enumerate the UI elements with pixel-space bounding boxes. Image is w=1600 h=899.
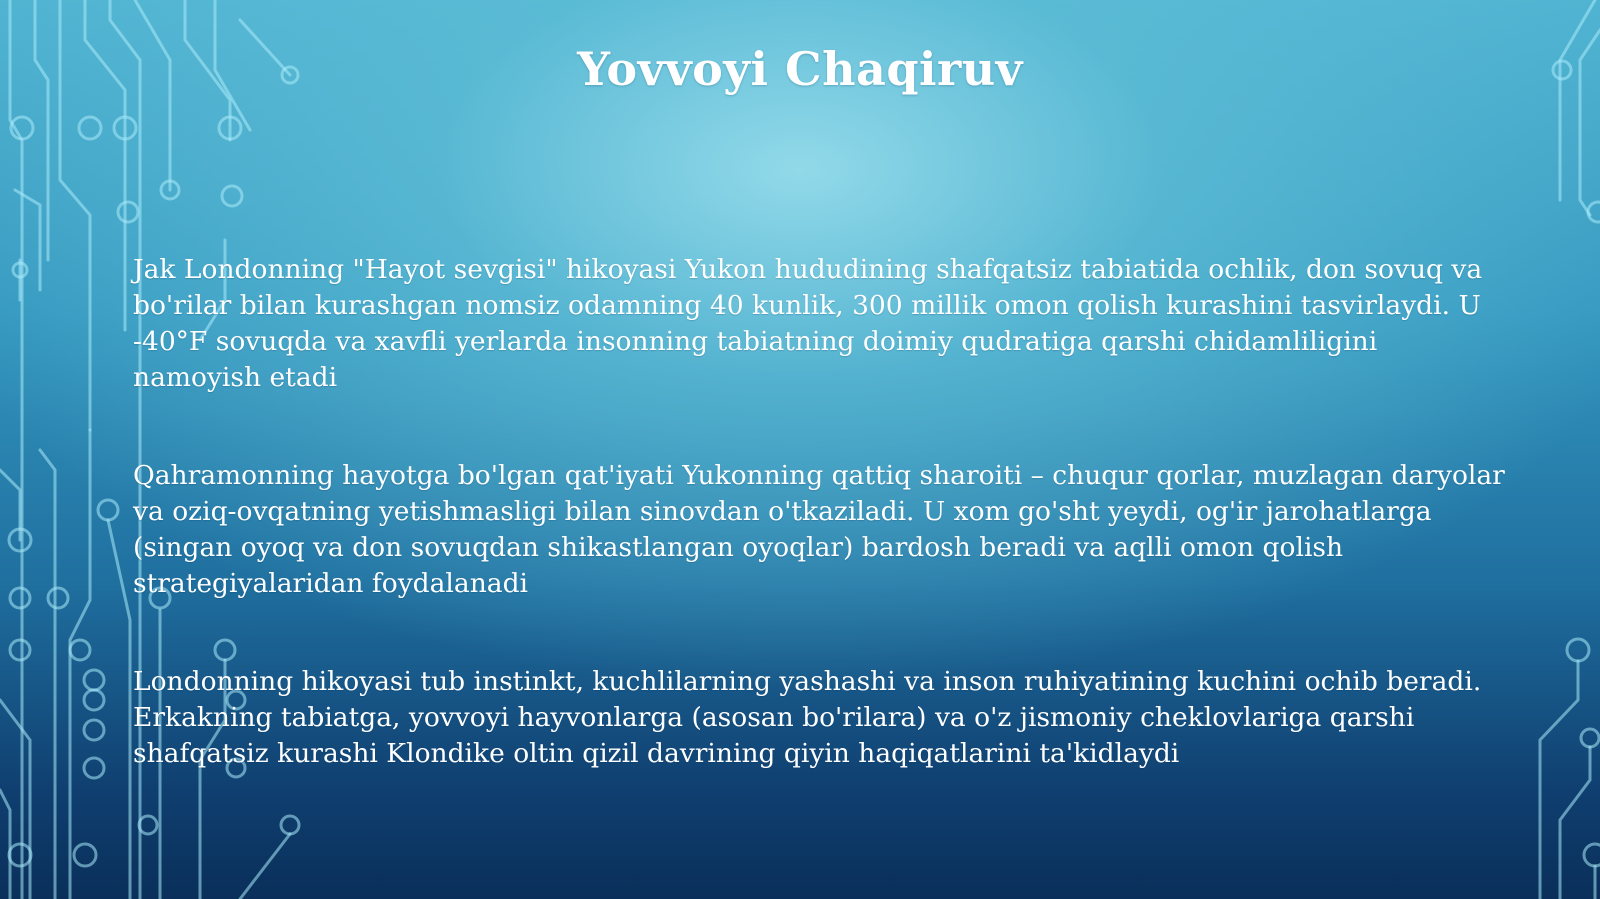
paragraph-london-themes: Londonning hikoyasi tub instinkt, kuchlilarning yashashi va inson ruhiyatining kuchini ochib beradi. Erkakning tabiatga, yovvoyi hayvonlarga (asosan bo'rilara) va o'z jismoniy cheklovlariga qarshi shafqatsiz kurashi Klondike oltin qizil davrining qiyin haqiqatlarini ta'kidlaydi (133, 666, 1482, 769)
paragraph-survival-story: Jak Londonning "Hayot sevgisi" hikoyasi Yukon hududining shafqatsiz tabiatida ochlik, don sovuq va bo'rilar bilan kurashgan nomsiz odamning 40 kunlik, 300 millik omon qolish kurashini tasvirlaydi. U -40°F sovuqda va xavfli yerlarda insonning tabiatning doimiy qudratiga qarshi chidamliligini namoyish etadi (133, 254, 1483, 393)
slide-title: Yovvoyi Chaqiruv (577, 42, 1023, 96)
paragraph-hero-determination: Qahramonning hayotga bo'lgan qat'iyati Yukonning qattiq sharoiti – chuqur qorlar, muzlagan daryolar va oziq-ovqatning yetishmasligi bilan sinovdan o'tkaziladi. U xom go'sht yeydi, og'ir jarohatlarga (singan oyoq va don sovuqdan shikastlangan oyoqlar) bardosh beradi va aqlli omon qolish strategiyalaridan foydalanadi (133, 460, 1505, 599)
